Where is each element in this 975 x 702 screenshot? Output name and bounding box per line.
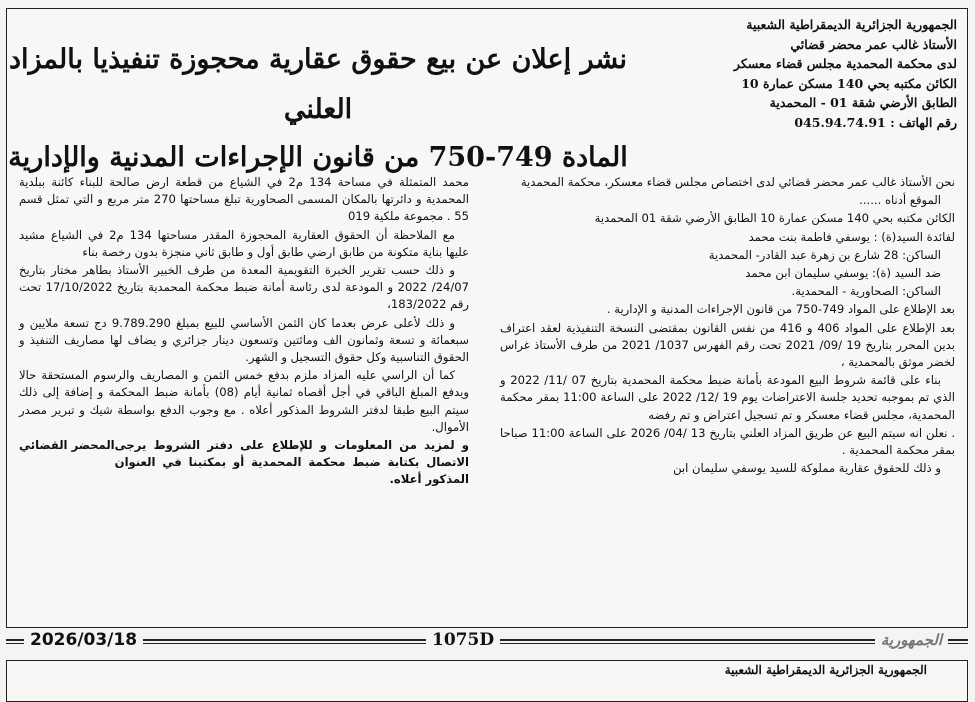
paragraph: و ذلك حسب تقرير الخبرة التقويمية المعدة من طرف الخبير الأستاذ بطاهر مختار بتاريخ 24/07/ 2022 و المودعة لدى رئاسة أمانة ضبط محكمة المحمدية بتاريخ 17/10/2022 تحت رقم 183/2022، <box>19 263 470 312</box>
issuer-line: الكائن مكتبه بحي 140 مسكن عمارة 10 <box>741 75 957 91</box>
issuer-line: الأستاذ غالب عمر محضر قضائي <box>790 36 957 52</box>
paragraph: بعد الإطلاع على المواد 749-750 من قانون الإجراءات المدنية و الإدارية . <box>606 302 955 317</box>
closing-row <box>19 437 469 489</box>
notice-title <box>7 35 629 173</box>
paragraph: لفائدة السيد(ة) : يوسفي فاطمة بنت محمد <box>748 229 955 244</box>
paragraph: الساكن: الصحاورية - المحمدية. <box>791 284 941 299</box>
legal-notice <box>6 8 968 628</box>
paragraph: الساكن: 28 شارع بن زهرة عبد القادر- المحمدية <box>708 247 941 262</box>
paragraph: نحن الأستاذ غالب عمر محضر قضائي لدى اختصاص مجلس قضاء معسكر، محكمة المحمدية <box>520 175 955 189</box>
issuer-line: لدى محكمة المحمدية مجلس قضاء معسكر <box>733 56 957 71</box>
page-footer <box>6 628 968 652</box>
paragraph: الموقع أدناه ...... <box>859 193 941 208</box>
paragraph: بعد الإطلاع على المواد 406 و 416 من نفس القانون بمقتضى النسخة التنفيذية لعقد اعتراف بدين المحرر بتاريخ 19 /09/ 2021 تحت رقم الفهرس 1037/ 2021 من طرف الأستاذ غراس لخضر موثق بالمحمدية ، <box>500 320 955 370</box>
signature: المحضر القضائي <box>19 438 115 453</box>
paragraph: و ذلك للحقوق عقارية مملوكة للسيد يوسفي سليمان ابن <box>673 461 941 476</box>
title-line-1: نشر إعلان عن بيع حقوق عقارية محجوزة تنفيذيا بالمزاد العلني <box>8 44 628 125</box>
paragraph: مع الملاحظة أن الحقوق العقارية المحجوزة المقدر مساحتها 134 م2 في الشياع مشيد عليها بناية متكونة من طابق ارضي طابق أول و طابق ثاني منجزة بدون رخصة بناء <box>19 227 469 259</box>
next-notice-header: الجمهورية الجزائرية الديمقراطية الشعبية <box>724 663 927 677</box>
issuer-phone: رقم الهاتف : 045.94.74.91 <box>794 114 957 130</box>
paragraph: ضد السيد (ة): يوسفي سليمان ابن محمد <box>745 266 941 281</box>
page-number: 1075D <box>426 628 500 652</box>
paragraph: . نعلن انه سيتم البيع عن طريق المزاد العلني بتاريخ 13 /04/ 2026 على الساعة 11:00 صباحا بمقر محكمة المحمدية . <box>500 425 956 458</box>
next-notice <box>6 660 968 702</box>
title-line-2: المادة 749-750 من قانون الإجراءات المدنية والإدارية <box>8 142 628 173</box>
paragraph: و لمزيد من المعلومات و للإطلاع على دفتر الشروط يرجى الاتصال بكتابة ضبط محكمة المحمدية أو بمكتبنا في العنوان المذكور أعلاه. <box>114 438 469 487</box>
issuer-block <box>662 15 957 132</box>
issuer-line: الجمهورية الجزائرية الديمقراطية الشعبية <box>746 17 957 32</box>
issue-date: 2026/03/18 <box>24 628 143 652</box>
right-column <box>500 174 955 478</box>
paragraph: محمد المتمثلة في مساحة 134 م2 في الشياع من قطعة ارض صالحة للبناء كائنة ببلدية المحمدية و دائرتها بالمكان المسمى الصحاورية تبلغ مساحتها 270 متر مربع و التي تمثل قسم 55 . مجموعة ملكية 019 <box>19 175 470 224</box>
paragraph: كما أن الراسي عليه المزاد ملزم بدفع خمس الثمن و المصاريف والرسوم المستحقة حالا ويدفع المبلغ الباقي في أجل أقصاه ثمانية أيام (08) بأمانة ضبط المحكمة و إضافة إلى ذلك سيتم البيع طبقا لدفتر الشروط المذكور أعلاه . مع وجوب الدفع بواسطة شيك و تبرير مصدر الأموال. <box>19 368 469 434</box>
left-column <box>19 174 469 489</box>
issuer-line: الطابق الأرضي شقة 01 - المحمدية <box>769 95 957 110</box>
newspaper-logo: الجمهورية <box>875 628 948 652</box>
paragraph: بناء على قائمة شروط البيع المودعة بأمانة ضبط محكمة المحمدية بتاريخ 07 /11/ 2022 و الذي تم بموجبه تحديد جلسة الاعتراضات يوم 19 /12/ 2022 على الساعة 11:00 بمقر محكمة المحمدية، مجلس قضاء معسكر و تم تسجيل اعتراض و تم رفضه <box>500 373 955 422</box>
paragraph: الكائن مكتبه بحي 140 مسكن عمارة 10 الطابق الأرضي شقة 01 المحمدية <box>594 211 955 226</box>
paragraph: و ذلك لأعلى عرض بعدما كان الثمن الأساسي للبيع بمبلغ 9.789.290 دج تسعة ملايين و سبعمائة و تسعة وثمانون الف ومائتين وتسعون دينار جزائري و يضاف لها مصاريف التنفيذ و الحقوق التناسبية وكل حقوق التسجيل و الشهر. <box>19 315 469 365</box>
